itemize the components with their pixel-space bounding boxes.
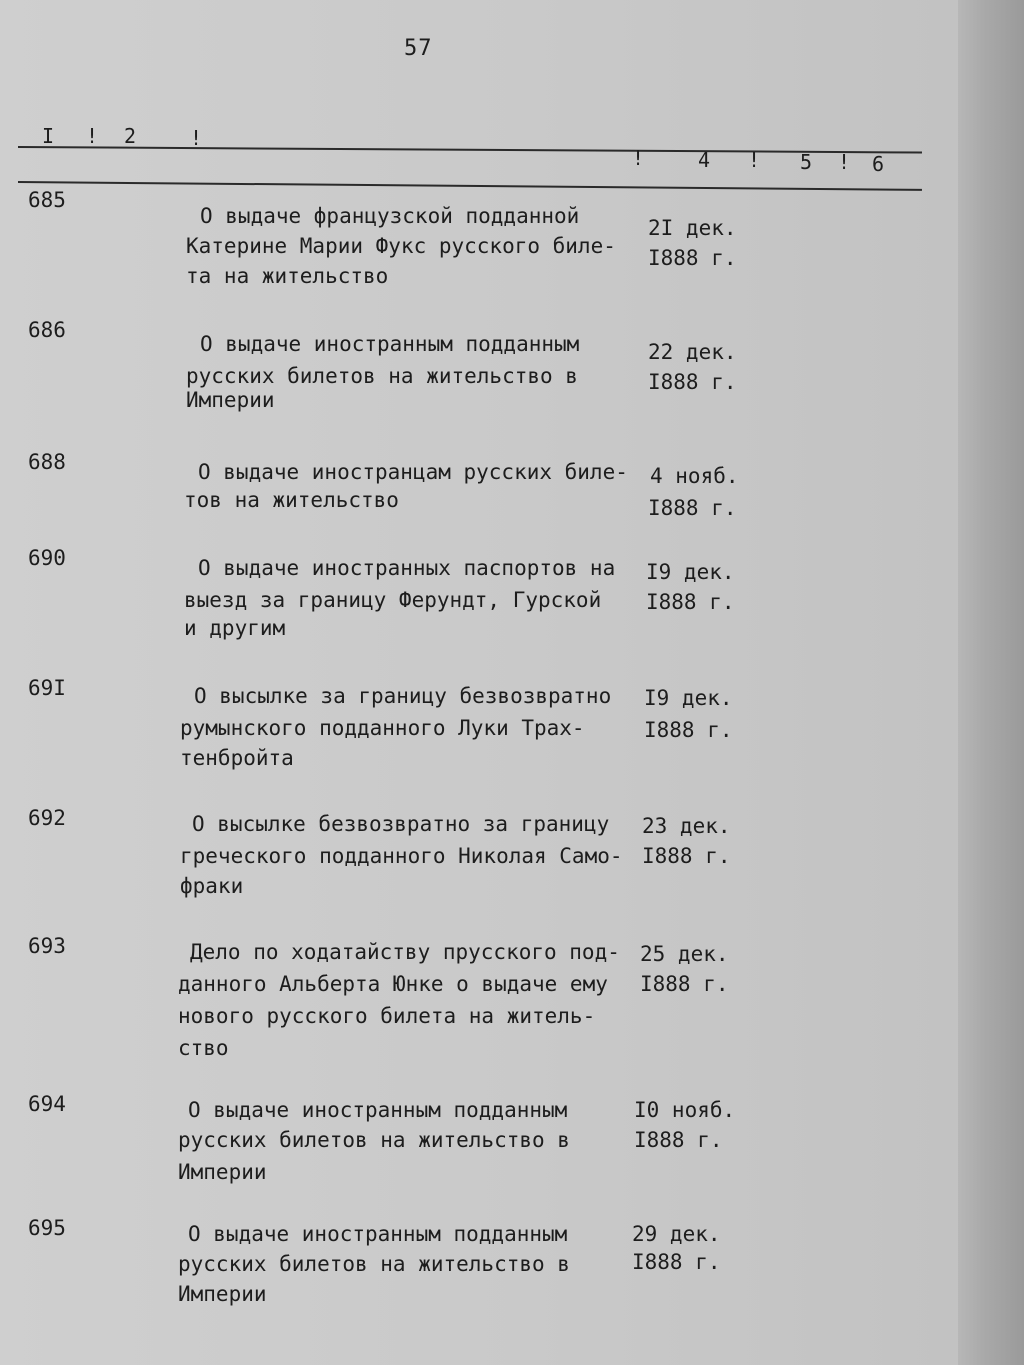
entry-title-line: О высылке безвозвратно за границу — [192, 812, 610, 836]
entry-title-line: О выдаче иностранным подданным — [188, 1222, 568, 1246]
column-separator: ! — [748, 148, 761, 172]
entry-title-line: О высылке за границу безвозвратно — [194, 684, 612, 708]
entry-title-line: румынского подданного Луки Трах- — [180, 716, 585, 740]
column-separator: ! — [632, 146, 645, 170]
entry-date-year: I888 г. — [640, 972, 729, 996]
entry-number: 69I — [28, 676, 66, 700]
entry-date-year: I888 г. — [642, 844, 731, 868]
entry-date-year: I888 г. — [648, 496, 737, 520]
entry-title-line: русских билетов на жительство в — [186, 364, 578, 388]
entry-title-line: Империи — [186, 388, 275, 412]
column-6-header: 6 — [872, 152, 885, 176]
entry-date-day: 29 дек. — [632, 1222, 721, 1246]
entry-number: 695 — [28, 1216, 66, 1240]
entry-title-line: та на жительство — [186, 264, 389, 288]
column-4-header: 4 — [698, 148, 711, 172]
entry-date-year: I888 г. — [632, 1250, 721, 1274]
entry-date-day: 22 дек. — [648, 340, 737, 364]
page-edge — [958, 0, 1024, 1365]
entry-date-day: I9 дек. — [644, 686, 733, 710]
column-separator: ! — [86, 124, 99, 148]
entry-date-year: I888 г. — [646, 590, 735, 614]
entry-date-day: 25 дек. — [640, 942, 729, 966]
entry-number: 694 — [28, 1092, 66, 1116]
column-1-header: I — [42, 124, 55, 148]
entry-title-line: Империи — [178, 1160, 267, 1184]
entry-date-year: I888 г. — [644, 718, 733, 742]
column-5-header: 5 — [800, 150, 813, 174]
entry-date-year: I888 г. — [648, 370, 737, 394]
entry-title-line: О выдаче иностранным подданным — [200, 332, 580, 356]
entry-title-line: данного Альберта Юнке о выдаче ему — [178, 972, 608, 996]
entry-title-line: и другим — [184, 616, 286, 640]
entry-date-day: 2I дек. — [648, 216, 737, 240]
entry-title-line: О выдаче иностранных паспортов на — [198, 556, 616, 580]
entry-title-line: Катерине Марии Фукс русского биле- — [186, 234, 616, 258]
entry-title-line: Дело по ходатайству прусского под- — [190, 940, 620, 964]
entry-date-year: I888 г. — [634, 1128, 723, 1152]
column-2-header: 2 — [124, 124, 137, 148]
page-number: 57 — [404, 36, 433, 61]
entry-number: 685 — [28, 188, 66, 212]
entry-title-line: Империи — [178, 1282, 267, 1306]
entry-title-line: фраки — [180, 874, 244, 898]
entry-title-line: О выдаче французской подданной — [200, 204, 580, 228]
column-separator: ! — [190, 126, 203, 150]
entry-title-line: тов на жительство — [184, 488, 399, 512]
entry-title-line: О выдаче иностранным подданным — [188, 1098, 568, 1122]
entry-title-line: русских билетов на жительство в — [178, 1128, 570, 1152]
entry-date-day: I0 нояб. — [634, 1098, 736, 1122]
entry-date-day: I9 дек. — [646, 560, 735, 584]
entry-number: 690 — [28, 546, 66, 570]
entry-title-line: ство — [178, 1036, 229, 1060]
entry-title-line: выезд за границу Ферундт, Гурской — [184, 588, 602, 612]
entry-date-year: I888 г. — [648, 246, 737, 270]
entry-number: 693 — [28, 934, 66, 958]
column-separator: ! — [838, 150, 851, 174]
entry-date-day: 23 дек. — [642, 814, 731, 838]
entry-title-line: тенбройта — [180, 746, 294, 770]
entry-title-line: греческого подданного Николая Само- — [180, 844, 623, 868]
entry-number: 692 — [28, 806, 66, 830]
entry-number: 686 — [28, 318, 66, 342]
entry-title-line: О выдаче иностранцам русских биле- — [198, 460, 628, 484]
entry-title-line: русских билетов на жительство в — [178, 1252, 570, 1276]
entry-date-day: 4 нояб. — [650, 464, 739, 488]
entry-number: 688 — [28, 450, 66, 474]
entry-title-line: нового русского билета на житель- — [178, 1004, 596, 1028]
